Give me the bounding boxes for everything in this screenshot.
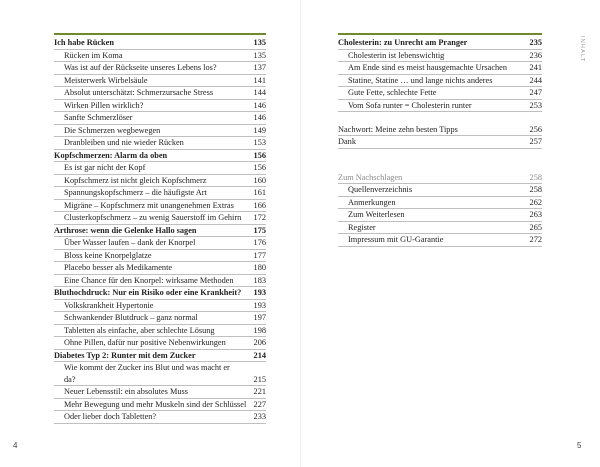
toc-entry-row <box>338 209 542 222</box>
toc-page-number: 180 <box>253 263 266 272</box>
toc-page-number: 176 <box>253 238 266 247</box>
toc-right-list-nachschlagen <box>338 172 542 247</box>
toc-title: Cholesterin: zu Unrecht am Pranger <box>338 38 468 47</box>
toc-entry-row <box>338 87 542 100</box>
toc-chapter-row <box>338 37 542 50</box>
toc-page-number: 198 <box>253 325 266 335</box>
toc-page-number: 263 <box>529 210 542 219</box>
toc-title: Migräne – Kopfschmerz mit unangenehmen Extras <box>64 200 234 210</box>
toc-chapter-row <box>54 37 266 50</box>
toc-title: Arthrose: wenn die Gelenke Hallo sagen <box>54 225 197 235</box>
toc-chapter-row <box>54 287 266 300</box>
toc-entry-row <box>54 212 266 225</box>
toc-page-number: 153 <box>253 138 266 147</box>
toc-title: Meisterwerk Wirbelsäule <box>64 75 148 85</box>
toc-page-number: 172 <box>253 213 266 222</box>
toc-entry-row <box>338 222 542 235</box>
toc-page-number: 160 <box>253 175 266 185</box>
toc-page-number: 265 <box>529 222 542 232</box>
running-head: INHALT <box>579 36 585 63</box>
toc-title: Vom Sofa runter = Cholesterin runter <box>348 100 472 110</box>
toc-entry-row <box>54 125 266 138</box>
toc-entry-row <box>338 234 542 247</box>
toc-title: Es ist gar nicht der Kopf <box>64 163 146 172</box>
toc-title: Dranbleiben und nie wieder Rücken <box>64 138 184 147</box>
toc-title: Cholesterin ist lebenswichtig <box>348 50 445 60</box>
toc-left-column <box>54 33 266 424</box>
toc-title: Gute Fette, schlechte Fette <box>348 88 437 97</box>
toc-title: Rücken im Koma <box>64 50 123 60</box>
toc-chapter-row <box>54 150 266 163</box>
toc-page-number: 257 <box>529 137 542 146</box>
toc-page-number: 166 <box>253 200 266 210</box>
toc-entry-row <box>338 136 542 149</box>
toc-chapter-row <box>54 225 266 238</box>
page-number-right: 5 <box>577 441 582 450</box>
toc-title: Statine, Statine … und lange nichts anderes <box>348 75 493 85</box>
toc-entry-row <box>54 411 266 424</box>
toc-title: Zum Weiterlesen <box>348 210 405 219</box>
toc-entry-row <box>54 87 266 100</box>
toc-entry-row <box>54 250 266 263</box>
toc-page-number: 258 <box>529 185 542 194</box>
toc-entry-row <box>338 124 542 137</box>
toc-entry-row <box>54 386 266 399</box>
toc-title: Die Schmerzen wegbewegen <box>64 125 161 135</box>
toc-right-column <box>338 33 542 247</box>
toc-entry-row <box>54 162 266 175</box>
toc-page-number: 244 <box>529 75 542 85</box>
toc-entry-row <box>54 262 266 275</box>
toc-page-number: 135 <box>253 50 266 60</box>
toc-page-number: 272 <box>529 235 542 244</box>
toc-page-number: 149 <box>253 125 266 135</box>
accent-rule <box>54 33 266 35</box>
toc-page-number: 135 <box>253 38 266 47</box>
toc-page-number: 206 <box>253 338 266 347</box>
toc-page-number: 258 <box>529 172 542 182</box>
toc-entry-row <box>54 50 266 63</box>
toc-chapter-row <box>54 350 266 363</box>
toc-title: Spannungskopfschmerz – die häufigste Art <box>64 188 207 197</box>
toc-page-number: 156 <box>253 163 266 172</box>
spacer <box>338 112 542 124</box>
toc-title: Eine Chance für den Knorpel: wirksame Methoden <box>64 275 234 285</box>
toc-title: Kopfschmerzen: Alarm da oben <box>54 150 168 160</box>
toc-entry-row <box>338 50 542 63</box>
toc-entry-row <box>338 62 542 75</box>
toc-page-number: 193 <box>253 300 266 310</box>
toc-page-number: 214 <box>253 350 266 360</box>
toc-entry-row <box>338 184 542 197</box>
toc-page-number: 144 <box>253 88 266 97</box>
toc-page-number: 256 <box>529 124 542 134</box>
toc-title: Register <box>348 222 376 232</box>
toc-page-number: 137 <box>253 63 266 72</box>
toc-left-list <box>54 37 266 424</box>
toc-entry-row <box>54 237 266 250</box>
toc-title: Mehr Bewegung und mehr Muskeln sind der Schlüssel <box>64 399 247 409</box>
toc-title: Am Ende sind es meist hausgemachte Ursachen <box>348 63 507 72</box>
toc-page-number: 227 <box>253 399 266 409</box>
toc-entry-row <box>54 300 266 313</box>
toc-entry-row <box>54 100 266 113</box>
toc-entry-row <box>338 197 542 210</box>
toc-title: Wirken Pillen wirklich? <box>64 100 144 110</box>
toc-page-number: 193 <box>253 288 266 297</box>
toc-title: Über Wasser laufen – dank der Knorpel <box>64 238 196 247</box>
toc-page-number: 146 <box>253 100 266 110</box>
toc-entry-row <box>54 399 266 412</box>
toc-entry-row <box>54 325 266 338</box>
toc-entry-row <box>54 62 266 75</box>
toc-title: Sanfte Schmerzlöser <box>64 113 133 122</box>
spacer <box>338 149 542 161</box>
toc-title: Tabletten als einfache, aber schlechte Lösung <box>64 325 215 335</box>
toc-page-number: 233 <box>253 412 266 421</box>
toc-title: Oder lieber doch Tabletten? <box>64 412 157 421</box>
toc-title: Volkskrankheit Hypertonie <box>64 300 154 310</box>
toc-page-number: 236 <box>529 50 542 60</box>
toc-title: Absolut unterschätzt: Schmerzursache Stress <box>64 88 214 97</box>
toc-title: Neuer Lebensstil: ein absolutes Muss <box>64 387 188 396</box>
accent-rule <box>338 33 542 35</box>
toc-title: Dank <box>338 137 356 146</box>
toc-entry-row <box>54 275 266 288</box>
toc-page-number: 141 <box>253 75 266 85</box>
toc-right-list-cholesterin <box>338 37 542 112</box>
toc-entry-row <box>338 172 542 185</box>
toc-entry-row <box>54 312 266 325</box>
toc-entry-row <box>54 337 266 350</box>
toc-entry-row <box>54 362 266 386</box>
toc-title: Nachwort: Meine zehn besten Tipps <box>338 124 458 134</box>
toc-entry-row <box>54 187 266 200</box>
page-number-left: 4 <box>13 441 18 450</box>
toc-page-number: 183 <box>253 275 266 285</box>
toc-title: Wie kommt der Zucker ins Blut und was macht er da? <box>64 363 230 384</box>
toc-page-number: 241 <box>529 63 542 72</box>
toc-title: Bluthochdruck: Nur ein Risiko oder eine Krankheit? <box>54 288 242 297</box>
toc-page-number: 262 <box>529 197 542 207</box>
toc-title: Diabetes Typ 2: Runter mit dem Zucker <box>54 350 196 360</box>
toc-page-number: 161 <box>253 188 266 197</box>
book-spine <box>300 0 301 467</box>
toc-title: Was ist auf der Rückseite unseres Lebens los? <box>64 63 217 72</box>
toc-title: Ohne Pillen, dafür nur positive Nebenwirkungen <box>64 338 226 347</box>
toc-title: Impressum mit GU-Garantie <box>348 235 444 244</box>
toc-page-number: 197 <box>253 313 266 322</box>
toc-title: Kopfschmerz ist nicht gleich Kopfschmerz <box>64 175 207 185</box>
toc-page-number: 146 <box>253 113 266 122</box>
toc-title: Ich habe Rücken <box>54 38 114 47</box>
toc-page-number: 221 <box>253 387 266 396</box>
toc-title: Zum Nachschlagen <box>338 172 403 182</box>
toc-title: Schwankender Blutdruck – ganz normal <box>64 313 198 322</box>
toc-page-number: 235 <box>529 38 542 47</box>
toc-entry-row <box>54 175 266 188</box>
toc-title: Anmerkungen <box>348 197 396 207</box>
spacer <box>338 160 542 172</box>
toc-entry-row <box>338 75 542 88</box>
toc-page-number: 247 <box>529 88 542 97</box>
toc-page-number: 156 <box>253 150 266 160</box>
toc-title: Quellenverzeichnis <box>348 185 413 194</box>
toc-entry-row <box>54 75 266 88</box>
toc-title: Bloss keine Knorpelglatze <box>64 250 152 260</box>
toc-title: Placebo besser als Medikamente <box>64 263 173 272</box>
toc-title: Clusterkopfschmerz – zu wenig Sauerstoff im Gehirn <box>64 213 242 222</box>
toc-page-number: 253 <box>529 100 542 110</box>
toc-page-number: 175 <box>253 225 266 235</box>
toc-page-number: 177 <box>253 250 266 260</box>
toc-entry-row <box>54 137 266 150</box>
toc-entry-row <box>54 112 266 125</box>
toc-entry-row <box>338 100 542 113</box>
toc-page-number: 215 <box>253 374 266 384</box>
toc-entry-row <box>54 200 266 213</box>
toc-right-list-nachwort <box>338 124 542 149</box>
